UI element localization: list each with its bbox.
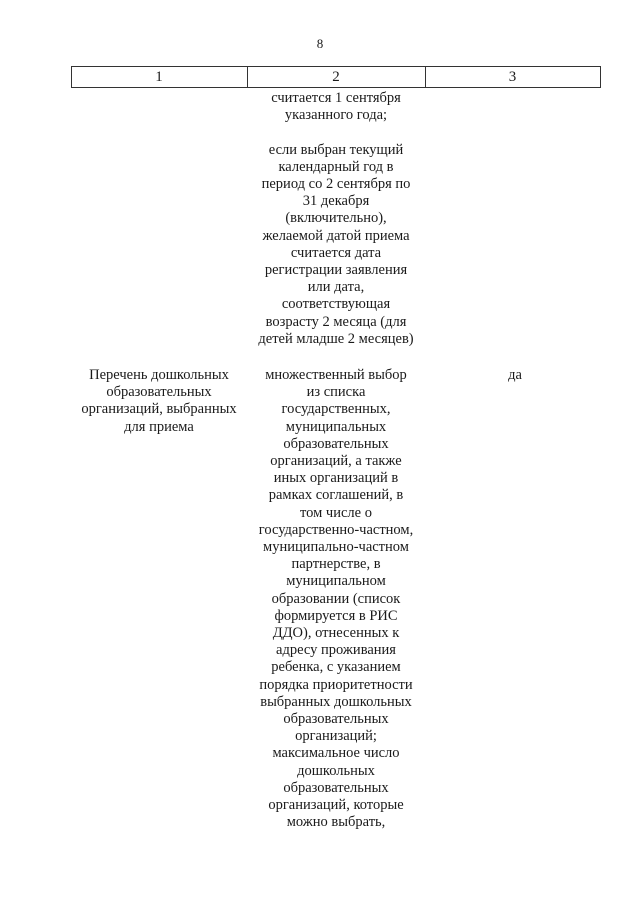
text-line: адресу проживания xyxy=(276,642,396,659)
table-top-rule xyxy=(71,66,601,67)
text-line: ребенка, с указанием xyxy=(271,659,401,676)
text-line: муниципально-частном xyxy=(263,539,409,556)
text-line: государственных, xyxy=(281,401,391,418)
text-line: муниципальном xyxy=(286,573,386,590)
text-line: для приема xyxy=(124,418,194,435)
text-line: организаций, выбранных xyxy=(81,401,237,418)
text-line: иных организаций в xyxy=(273,470,399,487)
column-divider xyxy=(600,66,601,88)
text-line: партнерстве, в xyxy=(291,556,381,573)
text-line: детей младше 2 месяцев) xyxy=(258,330,414,347)
text-line: 31 декабря xyxy=(302,193,370,210)
required-flag-cell xyxy=(425,367,605,384)
text-line: соответствующая xyxy=(281,296,391,313)
text-line: желаемой датой приема xyxy=(262,227,410,244)
text-line: образовательных xyxy=(283,435,389,452)
text-line: (включительно), xyxy=(285,210,387,227)
text-line: считается дата xyxy=(290,244,382,261)
text-line: множественный выбор xyxy=(265,367,407,383)
text-line: максимальное число xyxy=(272,745,400,762)
field-name-cell xyxy=(71,367,247,436)
required-value: да xyxy=(508,367,522,383)
text-line: или дата, xyxy=(307,279,365,296)
text-line: ДДО), отнесенных к xyxy=(272,625,400,642)
page-number: 8 xyxy=(316,36,324,51)
text-line: образовательных xyxy=(283,711,389,728)
text-line: муниципальных xyxy=(285,418,387,435)
text-line: организаций, которые xyxy=(268,797,404,814)
text-line: государственно-частном, xyxy=(258,521,414,538)
text-line xyxy=(247,124,425,141)
text-line: том числе о xyxy=(300,504,372,521)
text-line: можно выбрать, xyxy=(286,814,386,831)
text-line: организаций; xyxy=(295,728,377,745)
text-line: регистрации заявления xyxy=(264,262,408,279)
field-description-cell xyxy=(247,367,425,831)
text-line: указанного года; xyxy=(284,107,388,124)
text-line: организаций, а также xyxy=(270,453,402,470)
text-line: Перечень дошкольных xyxy=(89,367,229,383)
text-line: календарный год в xyxy=(278,158,394,175)
column-number-1: 1 xyxy=(155,69,163,85)
text-line: образовательных xyxy=(106,384,212,401)
text-line: считается 1 сентября xyxy=(271,90,401,106)
table-header-rule xyxy=(71,87,601,88)
text-line: рамках соглашений, в xyxy=(268,487,404,504)
text-line: период со 2 сентября по xyxy=(261,176,411,192)
text-line: возрасту 2 месяца (для xyxy=(265,313,407,330)
text-line: выбранных дошкольных xyxy=(260,693,412,710)
text-line: формируется в РИС xyxy=(274,607,398,624)
text-line: из списка xyxy=(306,384,366,401)
column-number-2: 2 xyxy=(332,69,340,85)
continued-description-cell xyxy=(247,90,425,348)
text-line: образовании (список xyxy=(271,590,401,607)
text-line: если выбран текущий xyxy=(268,141,404,158)
column-number-3: 3 xyxy=(508,69,517,85)
text-line: образовательных xyxy=(283,779,389,796)
text-line: дошкольных xyxy=(297,762,375,779)
text-line: порядка приоритетности xyxy=(259,676,413,693)
